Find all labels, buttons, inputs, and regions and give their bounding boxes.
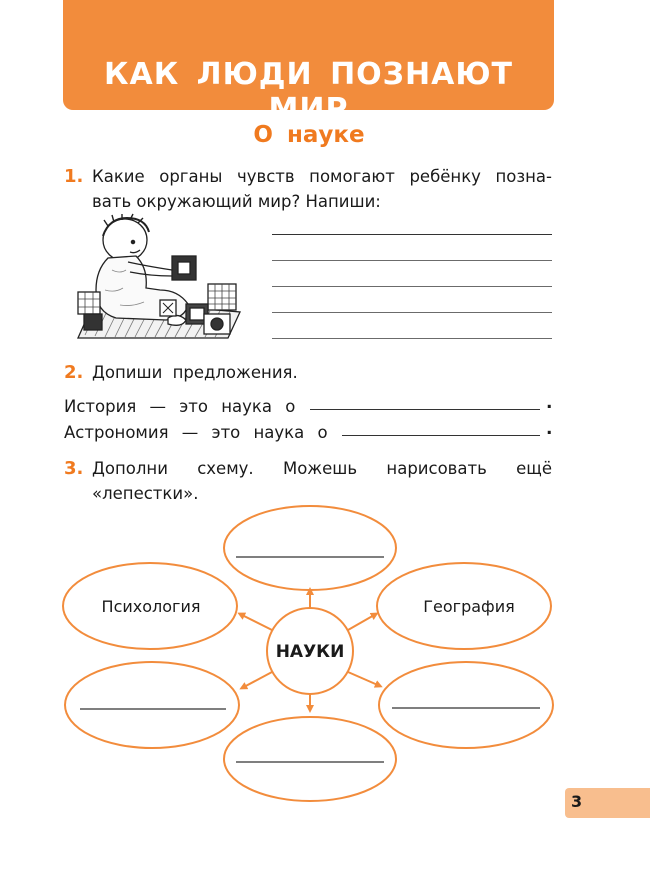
task2-number: 2.: [64, 362, 84, 383]
petal-lower-left: [65, 662, 239, 748]
arrow-lower-left: [242, 672, 272, 688]
petal-bottom: [224, 717, 396, 801]
task1-number: 1.: [64, 166, 84, 187]
petal-psychology-label: Психология: [101, 597, 201, 616]
sentence-history: История — это наука о: [64, 397, 296, 416]
task2-text: Допиши предложения.: [92, 363, 298, 382]
petal-lower-right: [379, 662, 553, 748]
astronomy-period: .: [546, 419, 553, 439]
task3-text-line2: «лепестки».: [92, 484, 199, 503]
arrow-upper-left: [240, 614, 272, 630]
task3-number: 3.: [64, 458, 84, 479]
center-label: НАУКИ: [275, 642, 345, 662]
task1-text-line1: Какие органы чувств помогают ребёнку позна-: [92, 167, 552, 186]
arrow-upper-right: [348, 614, 376, 630]
petal-geography-label: География: [423, 597, 515, 616]
section-title: О науке: [253, 122, 365, 148]
sentence-astronomy: Астрономия — это наука о: [64, 423, 328, 442]
task3-text-line1: Дополни схему. Можешь нарисовать ещё: [92, 459, 552, 478]
task1-text-line2: вать окружающий мир? Напиши:: [92, 192, 381, 211]
history-period: .: [546, 393, 553, 413]
petal-top: [224, 506, 396, 590]
arrow-lower-right: [348, 672, 380, 686]
chapter-title: КАК ЛЮДИ ПОЗНАЮТ МИР: [103, 57, 514, 127]
page-number: 3: [571, 792, 583, 811]
